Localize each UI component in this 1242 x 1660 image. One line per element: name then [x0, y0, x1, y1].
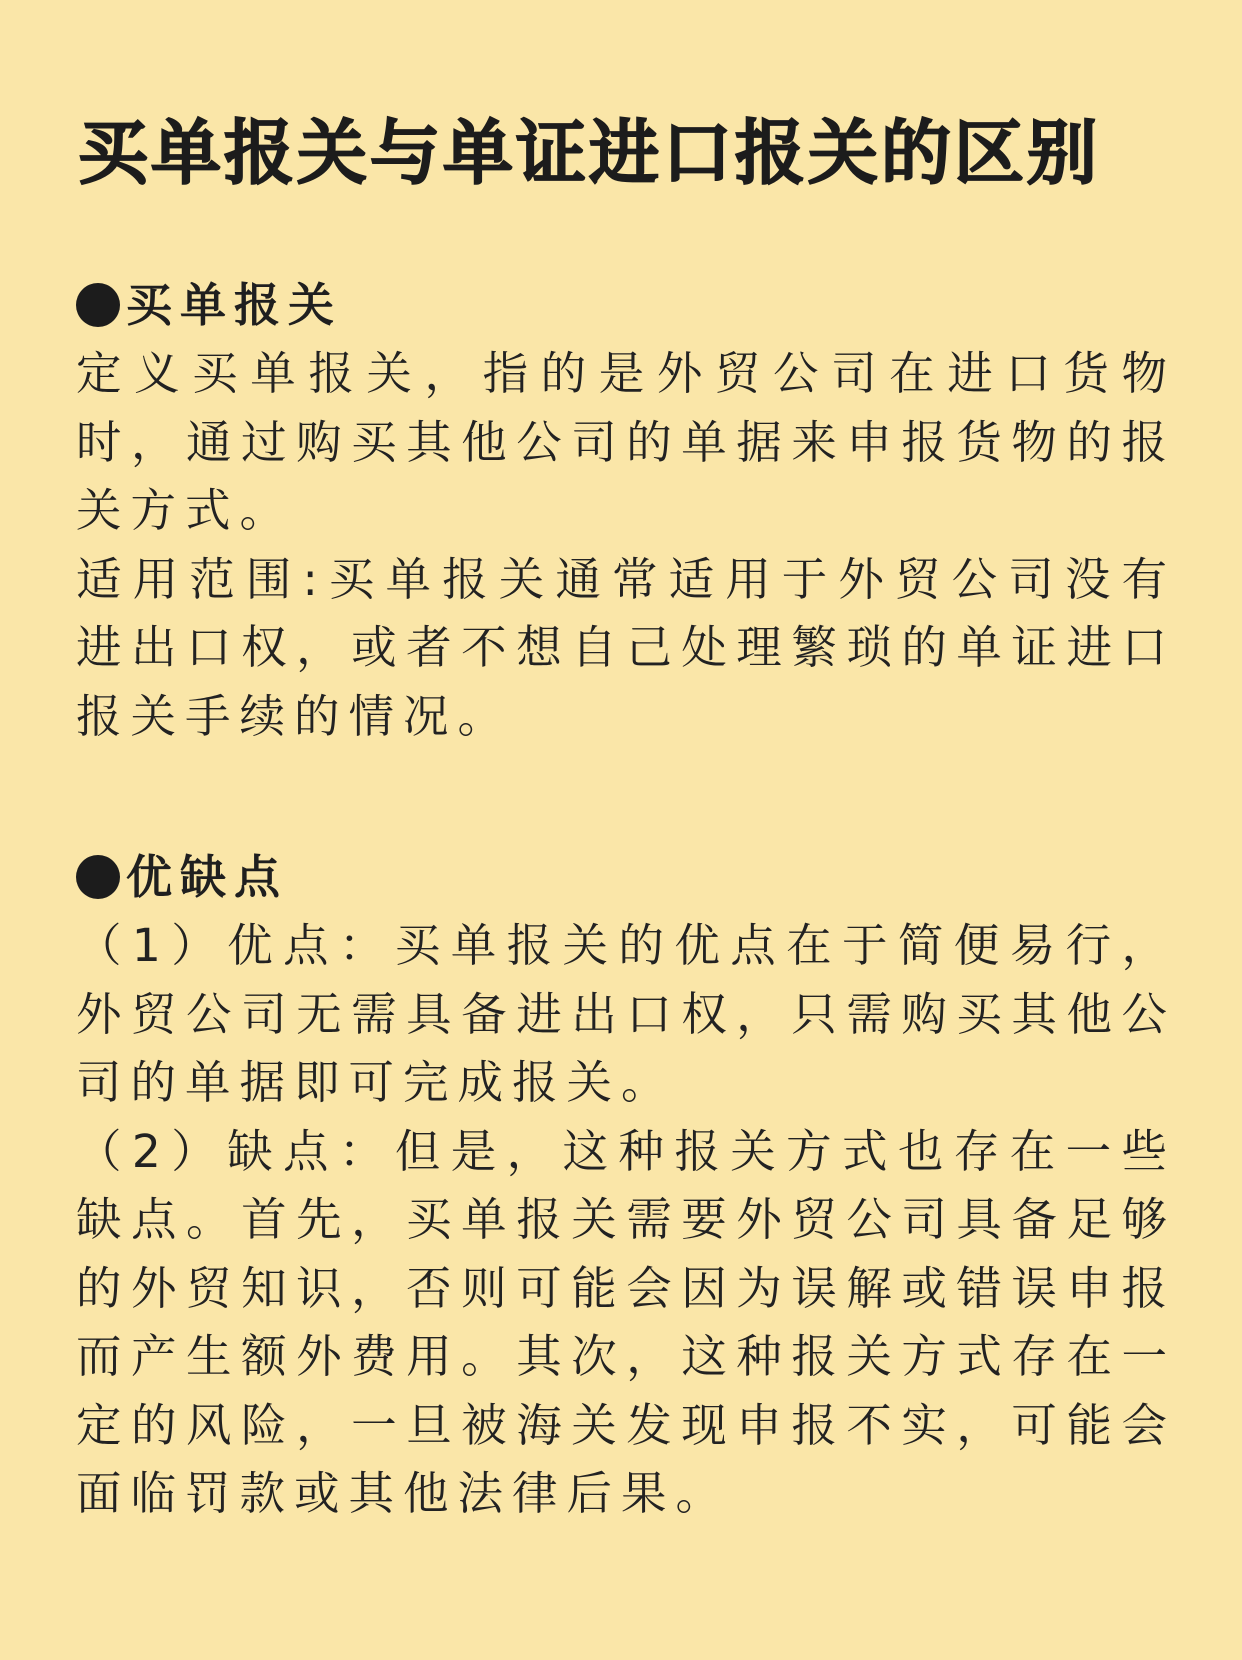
section-maidan-baoguan	[76, 270, 1176, 751]
section-pros-cons	[76, 842, 1176, 1529]
advantage-paragraph: （1）优点：买单报关的优点在于简便易行，外贸公司无需具备进出口权，只需购买其他公司的单据即可完成报关。	[76, 919, 1176, 1109]
section-heading	[76, 842, 1176, 912]
section-heading	[76, 270, 1176, 340]
definition-paragraph: 定义买单报关，指的是外贸公司在进口货物时，通过购买其他公司的单据来申报货物的报关方式。	[76, 347, 1176, 537]
section-heading-label: 优缺点	[126, 850, 288, 904]
scope-paragraph: 适用范围:买单报关通常适用于外贸公司没有进出口权，或者不想自己处理繁琐的单证进口报关手续的情况。	[76, 552, 1176, 743]
bullet-icon	[76, 855, 120, 899]
bullet-icon	[76, 283, 120, 327]
page-title: 买单报关与单证进口报关的区别	[78, 112, 1100, 194]
disadvantage-paragraph: （2）缺点：但是，这种报关方式也存在一些缺点。首先，买单报关需要外贸公司具备足够的外贸知识，否则可能会因为误解或错误申报而产生额外费用。其次，这种报关方式存在一定的风险，一旦被海关发现申报不实，可能会面临罚款或其他法律后果。	[76, 1124, 1176, 1520]
section-heading-label: 买单报关	[126, 278, 342, 332]
